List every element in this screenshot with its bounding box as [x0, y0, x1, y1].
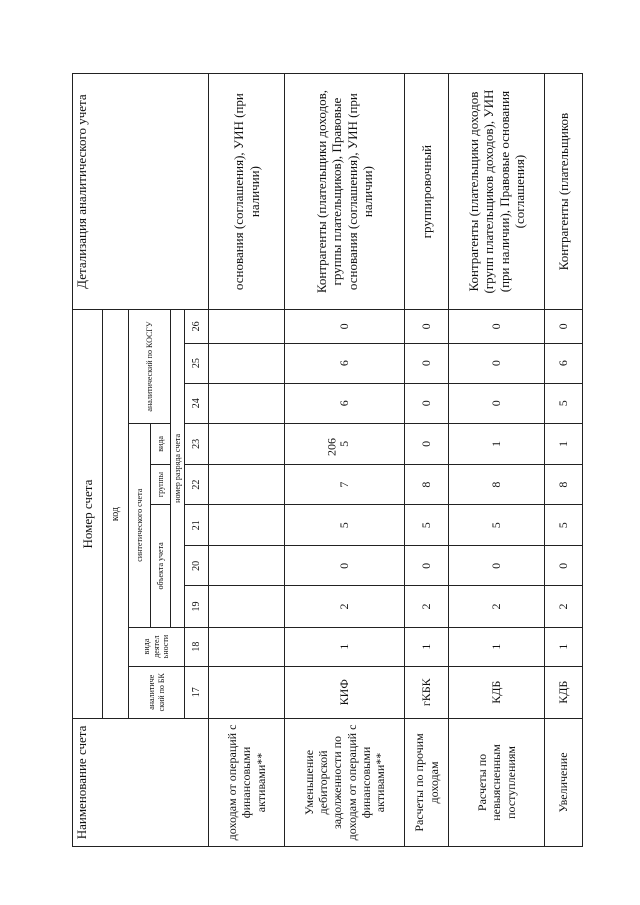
- row-name: доходам от операций с финансовыми активами**: [209, 718, 285, 846]
- cell: 2: [449, 586, 545, 627]
- row-name: Расчеты по невыясненным поступлениям: [449, 718, 545, 846]
- cell: 0: [285, 546, 405, 586]
- cell: 1: [449, 627, 545, 666]
- cell: 5: [285, 505, 405, 546]
- digit-19: 19: [185, 586, 209, 627]
- cell: 0: [545, 546, 583, 586]
- cell: 0: [405, 343, 449, 383]
- cell: 5: [285, 423, 405, 464]
- header-analytic-kosgu: аналитический по КОСГУ: [129, 310, 171, 424]
- row-name: Расчеты по прочим доходам: [405, 718, 449, 846]
- cell: [209, 343, 285, 383]
- cell: 0: [449, 343, 545, 383]
- cell: 5: [405, 505, 449, 546]
- digit-17: 17: [185, 666, 209, 718]
- table-row: [209, 74, 285, 847]
- header-activity-type: вида деятел ьности: [129, 627, 185, 666]
- cell: [209, 383, 285, 423]
- row-detail: Контрагенты (плательщики доходов (групп плательщиков доходов), УИН (при наличии), Правовые основания (соглашения): [449, 74, 545, 310]
- cell: [209, 586, 285, 627]
- cell: 0: [405, 310, 449, 343]
- rotated-page-table: [72, 73, 582, 847]
- cell: 1: [405, 627, 449, 666]
- cell: [209, 505, 285, 546]
- cell: КИФ: [285, 666, 405, 718]
- digit-21: 21: [185, 505, 209, 546]
- cell: 8: [405, 465, 449, 505]
- cell: 1: [545, 423, 583, 464]
- cell: 8: [449, 465, 545, 505]
- row-name: Уменьшение дебиторской задолженности по доходам от операций с финансовыми активами**: [285, 718, 405, 846]
- row-detail: группировочный: [405, 74, 449, 310]
- cell: [209, 627, 285, 666]
- table-row: [545, 74, 583, 847]
- page-number: 206: [324, 438, 339, 456]
- row-name: Увеличение: [545, 718, 583, 846]
- cell: [209, 465, 285, 505]
- cell: 2: [405, 586, 449, 627]
- cell: 6: [285, 343, 405, 383]
- header-account-number: Номер счета: [73, 310, 103, 719]
- cell: [209, 666, 285, 718]
- cell: 0: [405, 423, 449, 464]
- row-detail: основания (соглашения), УИН (при наличии): [209, 74, 285, 310]
- digit-25: 25: [185, 343, 209, 383]
- cell: 1: [449, 423, 545, 464]
- header-code: код: [103, 310, 129, 719]
- cell: 0: [545, 310, 583, 343]
- cell: 1: [285, 627, 405, 666]
- cell: 0: [405, 383, 449, 423]
- header-kind: вида: [151, 423, 171, 464]
- header-group: группы: [151, 465, 171, 505]
- digit-20: 20: [185, 546, 209, 586]
- cell: КДБ: [545, 666, 583, 718]
- cell: гКБК: [405, 666, 449, 718]
- cell: 6: [285, 383, 405, 423]
- digit-26: 26: [185, 310, 209, 343]
- cell: 5: [449, 505, 545, 546]
- row-detail: Контрагенты (плательщиков: [545, 74, 583, 310]
- cell: 2: [545, 586, 583, 627]
- cell: КДБ: [449, 666, 545, 718]
- table-row: [449, 74, 545, 847]
- cell: 0: [449, 383, 545, 423]
- row-detail: Контрагенты (плательщики доходов, группы плательщиков), Правовые основания (соглашения), УИН (при наличии): [285, 74, 405, 310]
- digit-23: 23: [185, 423, 209, 464]
- table-row: [285, 74, 405, 847]
- cell: 1: [545, 627, 583, 666]
- table-row: [405, 74, 449, 847]
- accounts-table: [72, 73, 583, 847]
- cell: 7: [285, 465, 405, 505]
- header-synthetic: синтетического счета: [129, 423, 151, 627]
- digit-22: 22: [185, 465, 209, 505]
- header-account-object: объекта учета: [151, 505, 171, 628]
- cell: [209, 310, 285, 343]
- header-detail: Детализация аналитического учета: [73, 74, 209, 310]
- cell: 8: [545, 465, 583, 505]
- header-name: Наименование счета: [73, 718, 209, 846]
- cell: 0: [405, 546, 449, 586]
- cell: 6: [545, 343, 583, 383]
- cell: 5: [545, 505, 583, 546]
- digit-24: 24: [185, 383, 209, 423]
- cell: 5: [545, 383, 583, 423]
- cell: [209, 423, 285, 464]
- cell: 0: [449, 546, 545, 586]
- cell: [209, 546, 285, 586]
- cell: 0: [449, 310, 545, 343]
- cell: 0: [285, 310, 405, 343]
- header-digit-number: номер разряда счета: [171, 310, 185, 627]
- header-analytic-bk: аналитиче ский по БК: [129, 666, 185, 718]
- cell: 2: [285, 586, 405, 627]
- digit-18: 18: [185, 627, 209, 666]
